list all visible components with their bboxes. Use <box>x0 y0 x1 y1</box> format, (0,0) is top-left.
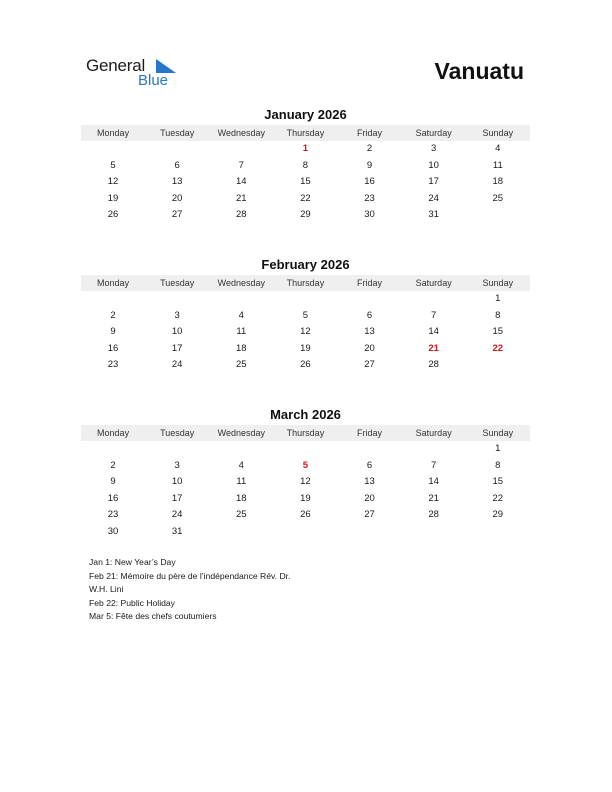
day-cell: 26 <box>107 209 119 220</box>
day-cell: 17 <box>171 492 183 504</box>
day-cell: 15 <box>492 326 504 337</box>
day-cell: 16 <box>107 492 119 504</box>
day-cell: 17 <box>171 342 183 354</box>
week-row <box>81 491 530 508</box>
day-cell <box>273 441 337 458</box>
day-cell: 5 <box>302 459 309 471</box>
day-cell: 8 <box>495 459 501 471</box>
day-cell <box>209 141 273 158</box>
week-row <box>81 524 530 541</box>
day-cell: 17 <box>428 176 439 187</box>
day-cell: 18 <box>236 342 247 354</box>
day-cell: 12 <box>107 176 119 187</box>
day-cell: 27 <box>364 509 375 520</box>
day-cell <box>209 291 273 308</box>
day-cell: 23 <box>107 359 119 370</box>
day-cell: 21 <box>428 342 439 354</box>
week-row <box>81 458 530 475</box>
month-title: February 2026 <box>261 257 350 272</box>
weekday-label: Sunday <box>482 278 514 288</box>
day-cell: 18 <box>236 492 247 504</box>
day-cell <box>466 207 530 224</box>
week-row <box>81 324 530 341</box>
day-cell: 26 <box>300 509 311 520</box>
month-title: January 2026 <box>264 107 347 122</box>
day-cell: 2 <box>366 143 373 154</box>
day-cell: 11 <box>492 159 503 171</box>
day-cell: 1 <box>302 143 309 154</box>
day-cell: 10 <box>171 326 183 337</box>
weekday-label: Friday <box>357 428 383 438</box>
day-cell <box>402 441 466 458</box>
weekday-label: Thursday <box>286 128 325 138</box>
day-cell: 6 <box>174 159 180 171</box>
day-cell: 3 <box>174 309 180 321</box>
day-cell <box>209 524 273 541</box>
day-cell: 28 <box>428 509 439 520</box>
weekday-label: Thursday <box>286 278 325 288</box>
country-title: Vanuatu <box>434 58 524 84</box>
weekday-label: Sunday <box>482 128 514 138</box>
day-cell <box>402 524 466 541</box>
day-cell: 28 <box>428 359 439 370</box>
day-cell: 15 <box>300 176 311 187</box>
day-cell: 8 <box>495 309 501 321</box>
day-cell <box>273 291 337 308</box>
day-cell: 25 <box>236 359 247 370</box>
day-cell: 22 <box>492 342 504 354</box>
day-cell: 23 <box>107 509 119 520</box>
day-cell: 4 <box>495 143 501 154</box>
day-cell: 5 <box>110 159 116 171</box>
day-cell <box>273 524 337 541</box>
month-march <box>81 406 530 540</box>
day-cell: 10 <box>171 476 183 487</box>
day-cell: 12 <box>300 476 311 487</box>
holiday-note: Feb 21: Mémoire du père de l’indépendance Rév. Dr. <box>89 570 291 581</box>
day-cell: 29 <box>300 209 311 220</box>
holiday-note: W.H. Lini <box>89 584 124 594</box>
day-cell: 24 <box>171 359 183 370</box>
weekday-label: Saturday <box>415 428 452 438</box>
weekday-header-row <box>81 125 530 141</box>
weekday-label: Tuesday <box>160 428 195 438</box>
week-row <box>81 174 530 191</box>
week-row <box>81 441 530 458</box>
day-cell: 16 <box>107 342 119 354</box>
day-cell: 13 <box>364 476 375 487</box>
weekday-label: Thursday <box>286 428 325 438</box>
day-cell: 27 <box>364 359 375 370</box>
day-cell: 14 <box>236 176 247 187</box>
weekday-label: Wednesday <box>217 428 265 438</box>
week-row <box>81 141 530 158</box>
day-cell: 25 <box>492 192 504 204</box>
weekday-label: Wednesday <box>217 128 265 138</box>
day-cell: 16 <box>364 176 375 187</box>
day-cell: 3 <box>431 143 437 154</box>
day-cell: 14 <box>428 326 439 337</box>
week-row <box>81 474 530 491</box>
generalblue-logo <box>86 56 186 92</box>
weekday-header-row <box>81 275 530 291</box>
day-cell: 20 <box>171 192 183 204</box>
day-cell: 6 <box>366 459 373 471</box>
day-cell: 24 <box>171 509 183 520</box>
day-cell <box>145 291 209 308</box>
day-cell: 27 <box>171 209 183 220</box>
day-cell: 4 <box>238 309 244 321</box>
holiday-note: Feb 22: Public Holiday <box>89 597 175 608</box>
weekday-label: Sunday <box>482 428 514 438</box>
day-cell: 11 <box>236 326 247 337</box>
day-cell <box>466 357 530 374</box>
day-cell: 3 <box>174 459 180 471</box>
day-cell <box>338 524 402 541</box>
month-february <box>81 256 530 374</box>
weekday-label: Saturday <box>415 128 452 138</box>
weekday-label: Saturday <box>415 278 452 288</box>
day-cell: 26 <box>300 359 311 370</box>
weekday-label: Friday <box>357 278 383 288</box>
week-row <box>81 357 530 374</box>
day-cell: 21 <box>428 492 439 504</box>
holiday-notes <box>89 556 290 624</box>
day-cell <box>81 291 145 308</box>
day-cell: 6 <box>366 309 373 321</box>
month-january <box>81 106 530 224</box>
day-cell: 7 <box>431 309 437 321</box>
logo-general-text: General <box>86 56 146 75</box>
weekday-label: Wednesday <box>217 278 265 288</box>
weekday-header-row <box>81 425 530 441</box>
day-cell: 14 <box>428 476 439 487</box>
weekday-label: Monday <box>97 278 130 288</box>
weekday-label: Tuesday <box>160 128 195 138</box>
day-cell <box>81 141 145 158</box>
weekday-label: Tuesday <box>160 278 195 288</box>
week-row <box>81 308 530 325</box>
day-cell: 9 <box>110 326 116 337</box>
weekday-label: Monday <box>97 128 130 138</box>
month-title: March 2026 <box>270 407 341 422</box>
day-cell: 15 <box>492 476 504 487</box>
day-cell: 1 <box>495 293 501 304</box>
day-cell: 24 <box>428 192 439 204</box>
day-cell <box>338 441 402 458</box>
day-cell: 19 <box>107 192 119 204</box>
day-cell <box>402 291 466 308</box>
week-row <box>81 158 530 175</box>
day-cell: 1 <box>495 443 501 454</box>
day-cell: 20 <box>364 342 375 354</box>
day-cell: 9 <box>366 159 373 171</box>
day-cell: 23 <box>364 192 375 204</box>
day-cell: 29 <box>492 509 504 520</box>
day-cell: 31 <box>171 525 183 537</box>
day-cell: 2 <box>110 459 116 471</box>
day-cell: 9 <box>110 476 116 487</box>
day-cell: 25 <box>236 509 247 520</box>
week-row <box>81 341 530 358</box>
day-cell <box>145 441 209 458</box>
day-cell: 13 <box>171 176 183 187</box>
day-cell: 30 <box>364 209 375 220</box>
day-cell: 13 <box>364 326 375 337</box>
day-cell: 10 <box>428 159 439 171</box>
day-cell: 8 <box>302 159 309 171</box>
day-cell: 31 <box>428 209 439 220</box>
weekday-label: Monday <box>97 428 130 438</box>
week-row <box>81 291 530 308</box>
day-cell: 22 <box>492 492 504 504</box>
day-cell: 11 <box>236 476 247 487</box>
day-cell: 2 <box>110 309 116 321</box>
day-cell: 19 <box>300 492 311 504</box>
day-cell: 22 <box>300 192 311 204</box>
day-cell: 21 <box>236 192 247 204</box>
week-row <box>81 191 530 208</box>
logo-triangle-icon <box>156 59 176 73</box>
logo-blue-text: Blue <box>138 72 169 89</box>
day-cell: 7 <box>431 459 437 471</box>
day-cell: 28 <box>236 209 247 220</box>
day-cell <box>466 524 530 541</box>
day-cell: 7 <box>238 159 244 171</box>
day-cell: 30 <box>107 525 119 537</box>
weekday-label: Friday <box>357 128 383 138</box>
day-cell: 20 <box>364 492 375 504</box>
day-cell <box>338 291 402 308</box>
day-cell <box>81 441 145 458</box>
week-row <box>81 207 530 224</box>
holiday-note: Mar 5: Fête des chefs coutumiers <box>89 611 217 621</box>
day-cell: 18 <box>492 176 504 187</box>
day-cell <box>145 141 209 158</box>
day-cell <box>209 441 273 458</box>
day-cell: 12 <box>300 326 311 337</box>
day-cell: 19 <box>300 342 311 354</box>
day-cell: 4 <box>238 459 244 471</box>
week-row <box>81 507 530 524</box>
holiday-note: Jan 1: New Year’s Day <box>89 557 176 567</box>
day-cell: 5 <box>302 309 309 321</box>
